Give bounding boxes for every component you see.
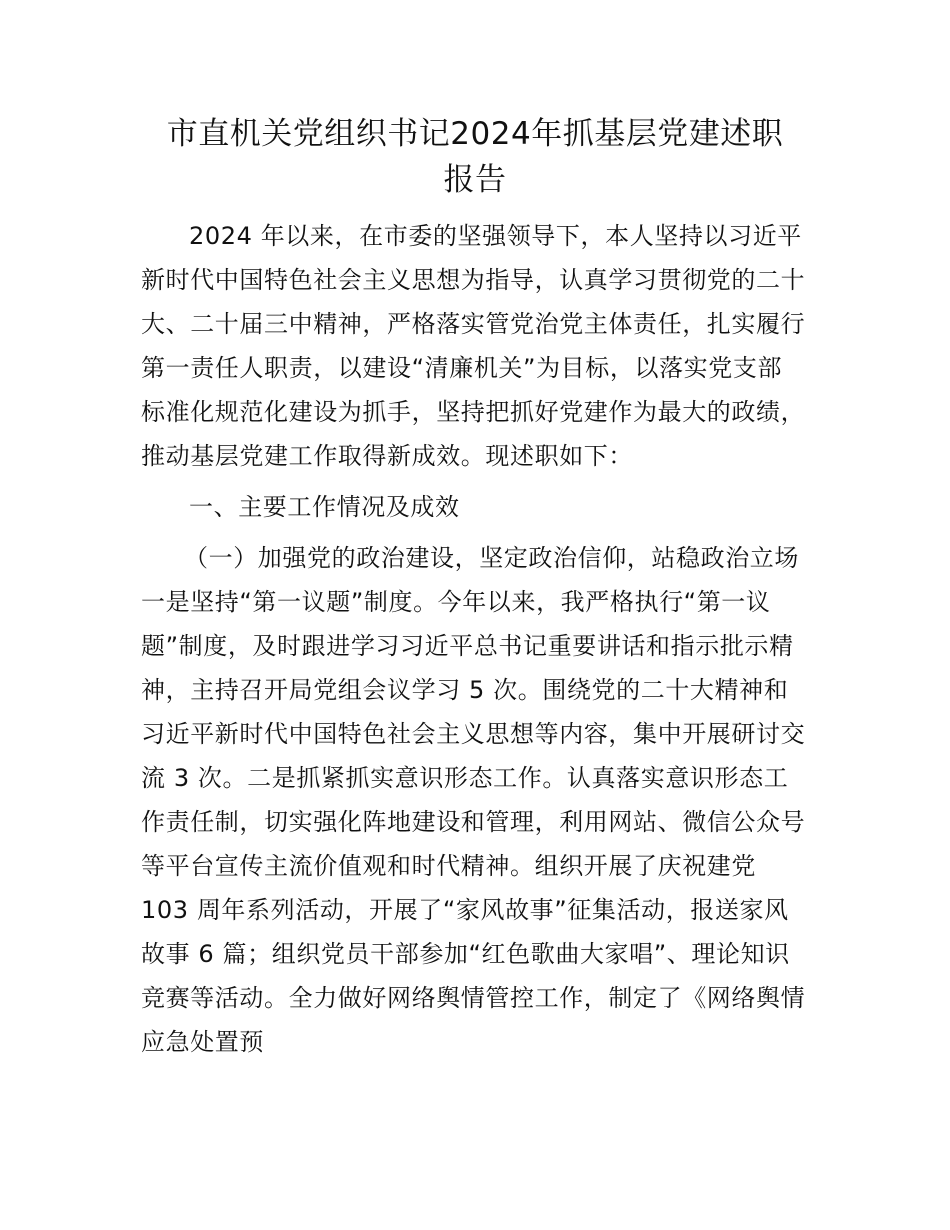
paragraph-line: 第一责任人职责，以建设“清廉机关”为目标，以落实党支部	[141, 354, 783, 382]
paragraph-line: 故事 6 篇；组织党员干部参加“红色歌曲大家唱”、理论知识	[141, 940, 790, 968]
paragraph-line: 标准化规范化建设为抓手，坚持把抓好党建作为最大的政绩，	[141, 398, 806, 426]
paragraph-line: 103 周年系列活动，开展了“家风故事”征集活动，报送家风	[141, 896, 789, 924]
paragraph-line: 2024 年以来，在市委的坚强领导下，本人坚持以习近平	[189, 222, 802, 250]
subsection-heading: （一）加强党的政治建设，坚定政治信仰，站稳政治立场	[184, 544, 799, 572]
paragraph-line: 流 3 次。二是抓紧抓实意识形态工作。认真落实意识形态工	[141, 764, 789, 792]
paragraph-line: 题”制度，及时跟进学习习近平总书记重要讲话和指示批示精	[141, 632, 794, 660]
document-title-line-2: 报告	[443, 162, 507, 198]
paragraph-line: 等平台宣传主流价值观和时代精神。组织开展了庆祝建党	[141, 852, 756, 880]
paragraph-line: 新时代中国特色社会主义思想为指导，认真学习贯彻党的二十	[141, 266, 806, 294]
paragraph-line: 作责任制，切实强化阵地建设和管理，利用网站、微信公众号	[141, 808, 806, 836]
paragraph-line: 大、二十届三中精神，严格落实管党治党主体责任，扎实履行	[141, 310, 806, 338]
paragraph-line: 习近平新时代中国特色社会主义思想等内容，集中开展研讨交	[141, 720, 806, 748]
paragraph-line: 推动基层党建工作取得新成效。现述职如下：	[141, 442, 633, 470]
paragraph-line: 竞赛等活动。全力做好网络舆情管控工作，制定了《网络舆情	[141, 984, 806, 1012]
document-title-line-1: 市直机关党组织书记2024年抓基层党建述职	[166, 116, 784, 152]
paragraph-line: 神，主持召开局党组会议学习 5 次。围绕党的二十大精神和	[141, 676, 789, 704]
paragraph-line: 应急处置预	[141, 1028, 264, 1056]
paragraph-line: 一是坚持“第一议题”制度。今年以来，我严格执行“第一议	[141, 588, 771, 616]
section-heading: 一、主要工作情况及成效	[189, 493, 460, 521]
